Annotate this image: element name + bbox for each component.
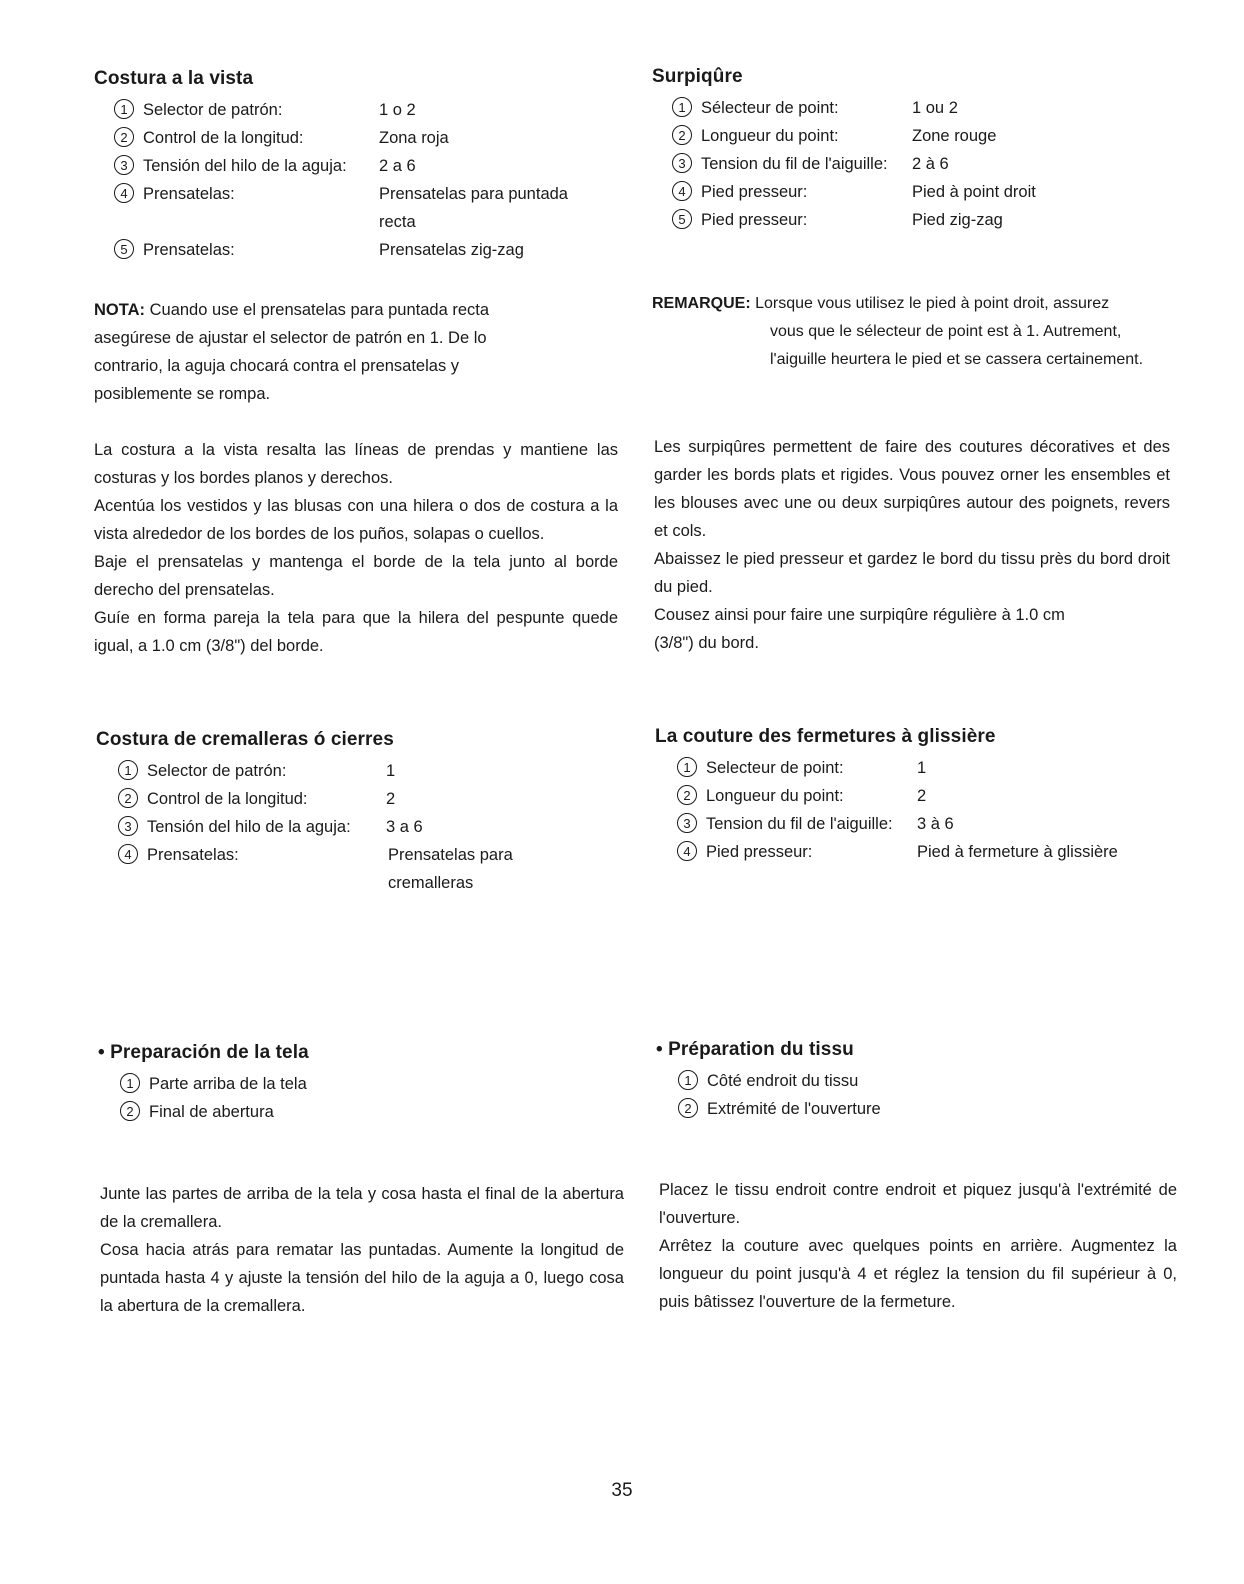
setting-label: Pied presseur: (706, 843, 813, 861)
setting-label: Selector de patrón: (143, 101, 283, 119)
circled-number: 2 (114, 127, 134, 147)
setting-label: Selecteur de point: (706, 759, 844, 777)
circled-number: 3 (672, 153, 692, 173)
body-paragraph: Cousez ainsi pour faire une surpiqûre régulière à 1.0 cm (654, 606, 1065, 624)
circled-number: 4 (118, 844, 138, 864)
circled-number: 2 (677, 785, 697, 805)
circled-number: 3 (114, 155, 134, 175)
settings-row (114, 124, 568, 152)
setting-value-continued: cremalleras (388, 874, 474, 892)
circled-number: 3 (677, 813, 697, 833)
page-number: 35 (611, 1480, 633, 1501)
body-paragraph: (3/8") du bord. (654, 634, 759, 652)
fr-fabric-prep-section (656, 1039, 1196, 1123)
es-fabric-prep-heading: • Preparación de la tela (98, 1042, 309, 1063)
fr-topstitching-heading: Surpiqûre (652, 66, 743, 87)
settings-row (114, 96, 568, 124)
setting-label: Pied presseur: (701, 183, 808, 201)
setting-value: Prensatelas para (388, 846, 513, 864)
note-line: posiblemente se rompa. (94, 385, 271, 403)
settings-row-continuation (114, 208, 568, 236)
body-paragraph: Baje el prensatelas y mantenga el borde de la tela junto al borde derecho del prensatelas. (94, 553, 618, 599)
settings-row (114, 180, 568, 208)
circled-number: 4 (672, 181, 692, 201)
setting-value: Zone rouge (912, 127, 997, 145)
es-zipper-heading: Costura de cremalleras ó cierres (96, 729, 394, 750)
circled-number: 2 (120, 1101, 140, 1121)
setting-value: 2 à 6 (912, 155, 949, 173)
setting-value: 2 (386, 790, 396, 808)
setting-value: 2 (917, 787, 927, 805)
settings-row (118, 813, 513, 841)
es-fabric-prep-section (98, 1042, 628, 1126)
setting-value: Zona roja (379, 129, 449, 147)
body-paragraph: La costura a la vista resalta las líneas de prendas y mantiene las costuras y los bordes planos y derechos. (94, 441, 618, 487)
settings-row-continuation (118, 869, 513, 897)
settings-row (672, 94, 1036, 122)
settings-row (672, 178, 1036, 206)
setting-label: Tensión del hilo de la aguja: (147, 818, 351, 836)
setting-label: Longueur du point: (706, 787, 844, 805)
settings-row (677, 810, 1118, 838)
circled-number: 4 (114, 183, 134, 203)
note-line: l'aiguille heurtera le pied et se cassera certainement. (770, 351, 1144, 368)
circled-number: 1 (678, 1070, 698, 1090)
note-line: Cuando use el prensatelas para puntada recta (149, 301, 490, 319)
list-item (678, 1067, 881, 1095)
list-item (120, 1070, 307, 1098)
fr-topstitching-body (654, 433, 1170, 657)
note-line: contrario, la aguja chocará contra el prensatelas y (94, 357, 460, 375)
body-paragraph: Placez le tissu endroit contre endroit et piquez jusqu'à l'extrémité de l'ouverture. (659, 1181, 1177, 1227)
setting-value: Prensatelas para puntada (379, 185, 568, 203)
setting-label: Control de la longitud: (143, 129, 304, 147)
circled-number: 1 (120, 1073, 140, 1093)
setting-value: 1 (917, 759, 927, 777)
es-topstitching-body (94, 436, 618, 660)
es-note (94, 296, 624, 408)
fr-fabric-prep-heading: • Préparation du tissu (656, 1039, 854, 1060)
settings-row (118, 841, 513, 869)
item-label: Final de abertura (149, 1103, 274, 1121)
list-item (120, 1098, 307, 1126)
circled-number: 5 (114, 239, 134, 259)
es-fabric-prep-body (100, 1180, 624, 1320)
setting-value: 2 a 6 (379, 157, 416, 175)
note-line: asegúrese de ajustar el selector de patrón en 1. De lo (94, 329, 487, 347)
body-paragraph: Arrêtez la couture avec quelques points en arrière. Augmentez la longueur du point jusqu'à 4 et réglez la tension du fil supérieur à 0, puis bâtissez l'ouverture de la fermeture. (659, 1237, 1177, 1311)
setting-value: 1 o 2 (379, 101, 416, 119)
settings-row (118, 757, 513, 785)
setting-value: Prensatelas zig-zag (379, 241, 524, 259)
list-item (678, 1095, 881, 1123)
setting-value-continued: recta (379, 213, 416, 231)
note-line: vous que le sélecteur de point est à 1. Autrement, (770, 323, 1122, 340)
fr-note (652, 290, 1192, 374)
circled-number: 2 (672, 125, 692, 145)
settings-row (672, 206, 1036, 234)
setting-label: Prensatelas: (147, 846, 239, 864)
settings-row (677, 782, 1118, 810)
body-paragraph: Guíe en forma pareja la tela para que la hilera del pespunte quede igual, a 1.0 cm (3/8") del borde. (94, 609, 618, 655)
es-topstitching-section (94, 68, 624, 264)
fr-zipper-heading: La couture des fermetures à glissière (655, 726, 996, 747)
settings-row (672, 122, 1036, 150)
setting-label: Tension du fil de l'aiguille: (701, 155, 888, 173)
es-fabric-prep-list (120, 1070, 307, 1126)
settings-row (677, 838, 1118, 866)
es-zipper-settings (118, 757, 513, 897)
note-label: NOTA: (94, 301, 146, 319)
fr-topstitching-section (652, 66, 1182, 234)
settings-row (672, 150, 1036, 178)
setting-value: 1 ou 2 (912, 99, 958, 117)
setting-value: Pied zig-zag (912, 211, 1003, 229)
circled-number: 2 (118, 788, 138, 808)
circled-number: 1 (118, 760, 138, 780)
setting-value: 3 à 6 (917, 815, 954, 833)
es-topstitching-settings (114, 96, 568, 264)
circled-number: 5 (672, 209, 692, 229)
settings-row (114, 152, 568, 180)
body-paragraph: Les surpiqûres permettent de faire des coutures décoratives et des garder les bords plats et rigides. Vous pouvez orner les ensembles et les blouses avec une ou deux surpiqûres autour des poignets, revers et cols. (654, 438, 1170, 540)
setting-label: Pied presseur: (701, 211, 808, 229)
fr-zipper-settings (677, 754, 1118, 866)
es-topstitching-heading: Costura a la vista (94, 68, 254, 89)
settings-row (114, 236, 568, 264)
circled-number: 1 (677, 757, 697, 777)
fr-fabric-prep-body (659, 1176, 1177, 1316)
note-line: Lorsque vous utilisez le pied à point droit, assurez (755, 295, 1110, 312)
setting-label: Prensatelas: (143, 241, 235, 259)
item-label: Côté endroit du tissu (707, 1072, 859, 1090)
setting-label: Tension du fil de l'aiguille: (706, 815, 893, 833)
body-paragraph: Abaissez le pied presseur et gardez le bord du tissu près du bord droit du pied. (654, 550, 1170, 596)
fr-zipper-section (655, 726, 1195, 866)
setting-value: 3 a 6 (386, 818, 423, 836)
setting-label: Tensión del hilo de la aguja: (143, 157, 347, 175)
setting-value: Pied à fermeture à glissière (917, 843, 1118, 861)
circled-number: 1 (672, 97, 692, 117)
setting-label: Prensatelas: (143, 185, 235, 203)
settings-row (677, 754, 1118, 782)
setting-value: Pied à point droit (912, 183, 1036, 201)
body-paragraph: Acentúa los vestidos y las blusas con una hilera o dos de costura a la vista alrededor de los bordes de los puños, solapas o cuellos. (94, 497, 618, 543)
fr-topstitching-settings (672, 94, 1036, 234)
circled-number: 3 (118, 816, 138, 836)
setting-label: Selector de patrón: (147, 762, 287, 780)
circled-number: 2 (678, 1098, 698, 1118)
body-paragraph: Cosa hacia atrás para rematar las puntadas. Aumente la longitud de puntada hasta 4 y ajuste la tensión del hilo de la aguja a 0, luego cosa la abertura de la cremallera. (100, 1241, 624, 1315)
es-zipper-section (96, 729, 626, 897)
circled-number: 1 (114, 99, 134, 119)
item-label: Parte arriba de la tela (149, 1075, 307, 1093)
setting-value: 1 (386, 762, 396, 780)
fr-fabric-prep-list (678, 1067, 881, 1123)
setting-label: Longueur du point: (701, 127, 839, 145)
body-paragraph: Junte las partes de arriba de la tela y cosa hasta el final de la abertura de la cremallera. (100, 1185, 624, 1231)
settings-row (118, 785, 513, 813)
setting-label: Sélecteur de point: (701, 99, 839, 117)
setting-label: Control de la longitud: (147, 790, 308, 808)
item-label: Extrémité de l'ouverture (707, 1100, 881, 1118)
note-label: REMARQUE: (652, 295, 751, 312)
circled-number: 4 (677, 841, 697, 861)
